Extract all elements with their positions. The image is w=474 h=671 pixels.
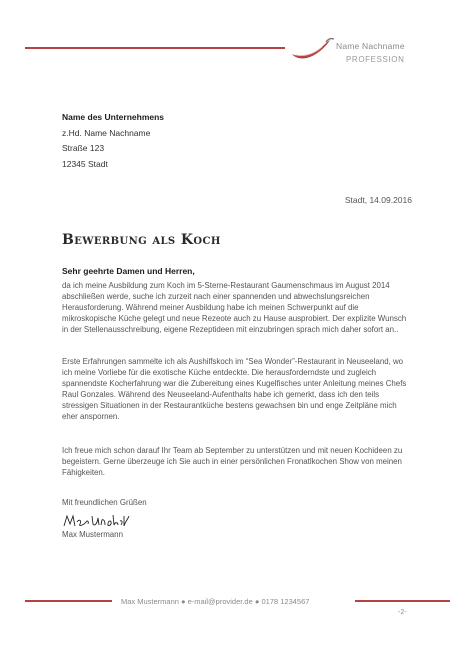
page-number: -2- (398, 609, 407, 616)
body-paragraph-3: Ich freue mich schon darauf Ihr Team ab September zu unterstützen und mit neuen Kochideen zu begeistern. Gerne überzeuge ich Sie auch in einer persönlichen Fronatlkochen Show von meinen Fähigkeiten. (62, 446, 403, 478)
footer-rule-left (25, 600, 112, 602)
header-name: Name Nachname (336, 41, 405, 51)
recipient-city: 12345 Stadt (62, 158, 108, 169)
footer-rule-right (355, 600, 450, 602)
body-paragraph-1: da ich meine Ausbildung zum Koch im 5-Sterne-Restaurant Gaumenschmaus im August 2014 abschließen werde, suche ich zurzeit nach einer spannenden und abwechslungsreichen Herausforderung. Während meiner Ausbildung habe ich meinen Schwerpunkt auf die mikroskopische Küche gelegt und neue Rezeote auch zu Hause ausprobiert. Der explizite Wunsch in der Stellenausschreibung, eigene Rezeptideen mit einzubringen sprach mich daher sofort an.. (62, 281, 407, 335)
chili-pepper-icon (290, 36, 336, 62)
recipient-address (62, 110, 164, 172)
header-rule (25, 47, 285, 49)
signer-name: Max Mustermann (62, 530, 123, 539)
letter-title: Bewerbung als Koch (62, 232, 221, 248)
body-paragraph-2: Erste Erfahrungen sammelte ich als Aushilfskoch im “Sea Wonder”-Restaurant in Neuseeland, wo ich meine Vorliebe für die exotische Küche entdeckte. Die herausforderndste und zugleich spannendste Kocherfahrung war die Zubereitung eines Kugelfisches unter Anleitung meines Chefs Raul Gonzales. Während des Neuseeland-Aufenthalts habe ich gemerkt, dass ich den teils stressigen Situationen in der Restaurantküche bestens gewachsen bin und enge Zeitpläne mich eher anspornen. (62, 357, 407, 422)
recipient-street: Straße 123 (62, 143, 105, 153)
salutation: Sehr geehrte Damen und Herren, (62, 266, 195, 276)
footer-contact: Max Mustermann ● e-mail@provider.de ● 0178 1234567 (121, 597, 310, 606)
recipient-attn: z.Hd. Name Nachname (62, 127, 151, 138)
signature-image (62, 510, 132, 532)
recipient-company: Name des Unternehmens (62, 112, 165, 122)
header-profession: PROFESSION (346, 55, 405, 64)
letter-date: Stadt, 14.09.2016 (344, 195, 412, 205)
closing: Mit freundlichen Grüßen (62, 498, 147, 507)
